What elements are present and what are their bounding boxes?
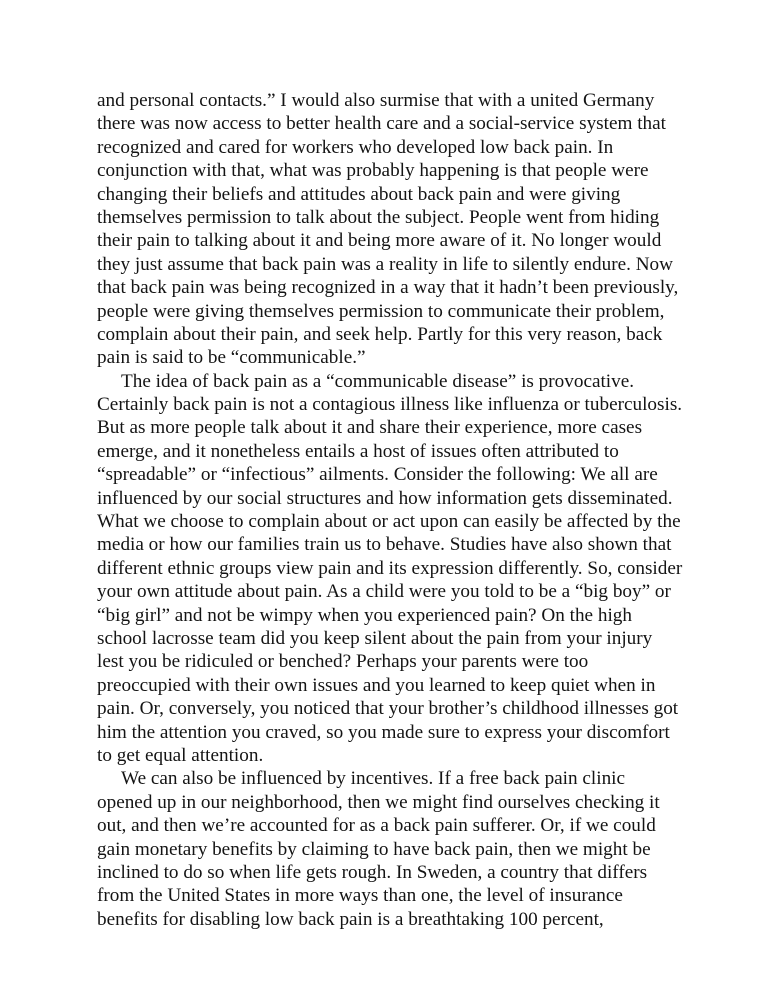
text-line: “big girl” and not be wimpy when you experienced pain? On the high — [97, 604, 632, 626]
text-line: to get equal attention. — [97, 744, 264, 766]
text-line: changing their beliefs and attitudes about back pain and were giving — [97, 183, 621, 205]
text-line: themselves permission to talk about the subject. People went from hiding — [97, 206, 660, 228]
text-line: different ethnic groups view pain and its expression differently. So, consider — [97, 557, 683, 579]
text-line: pain. Or, conversely, you noticed that your brother’s childhood illnesses got — [97, 698, 679, 720]
text-line: that back pain was being recognized in a way that it hadn’t been previously, — [97, 277, 679, 299]
text-line: inclined to do so when life gets rough. In Sweden, a country that differs — [97, 861, 648, 883]
text-line: they just assume that back pain was a reality in life to silently endure. Now — [97, 253, 674, 275]
text-line: influenced by our social structures and how information gets disseminated. — [97, 487, 673, 509]
text-line: We can also be influenced by incentives. If a free back pain clinic — [121, 768, 626, 790]
text-line: The idea of back pain as a “communicable disease” is provocative. — [121, 370, 635, 392]
text-line: emerge, and it nonetheless entails a host of issues often attributed to — [97, 440, 619, 462]
paragraph-2 — [97, 370, 687, 768]
text-line: “spreadable” or “infectious” ailments. Consider the following: We all are — [97, 464, 658, 486]
text-line: people were giving themselves permission to communicate their problem, — [97, 300, 665, 322]
paragraph-1 — [97, 89, 687, 370]
text-line: What we choose to complain about or act upon can easily be affected by the — [97, 511, 681, 533]
text-line: gain monetary benefits by claiming to have back pain, then we might be — [97, 838, 651, 860]
text-line: conjunction with that, what was probably happening is that people were — [97, 160, 649, 182]
text-line: benefits for disabling low back pain is a breathtaking 100 percent, — [97, 908, 604, 930]
text-line: their pain to talking about it and being more aware of it. No longer would — [97, 230, 662, 252]
text-line: Certainly back pain is not a contagious illness like influenza or tuberculosis. — [97, 394, 683, 416]
text-line: complain about their pain, and seek help. Partly for this very reason, back — [97, 323, 663, 345]
text-line: opened up in our neighborhood, then we might find ourselves checking it — [97, 791, 660, 813]
text-line: your own attitude about pain. As a child were you told to be a “big boy” or — [97, 581, 671, 603]
text-line: out, and then we’re accounted for as a back pain sufferer. Or, if we could — [97, 815, 656, 837]
text-line: recognized and cared for workers who developed low back pain. In — [97, 136, 614, 158]
text-line: media or how our families train us to behave. Studies have also shown that — [97, 534, 672, 556]
text-line: him the attention you craved, so you made sure to express your discomfort — [97, 721, 670, 743]
text-line: preoccupied with their own issues and you learned to keep quiet when in — [97, 674, 656, 696]
text-line: lest you be ridiculed or benched? Perhaps your parents were too — [97, 651, 589, 673]
text-line: school lacrosse team did you keep silent about the pain from your injury — [97, 627, 653, 649]
text-line: pain is said to be “communicable.” — [97, 347, 366, 369]
text-line: and personal contacts.” I would also surmise that with a united Germany — [97, 90, 655, 111]
text-line: there was now access to better health care and a social-service system that — [97, 113, 666, 135]
paragraph-3 — [97, 767, 687, 931]
body-text — [97, 89, 687, 931]
text-line: from the United States in more ways than one, the level of insurance — [97, 885, 623, 907]
text-line: But as more people talk about it and share their experience, more cases — [97, 417, 643, 439]
